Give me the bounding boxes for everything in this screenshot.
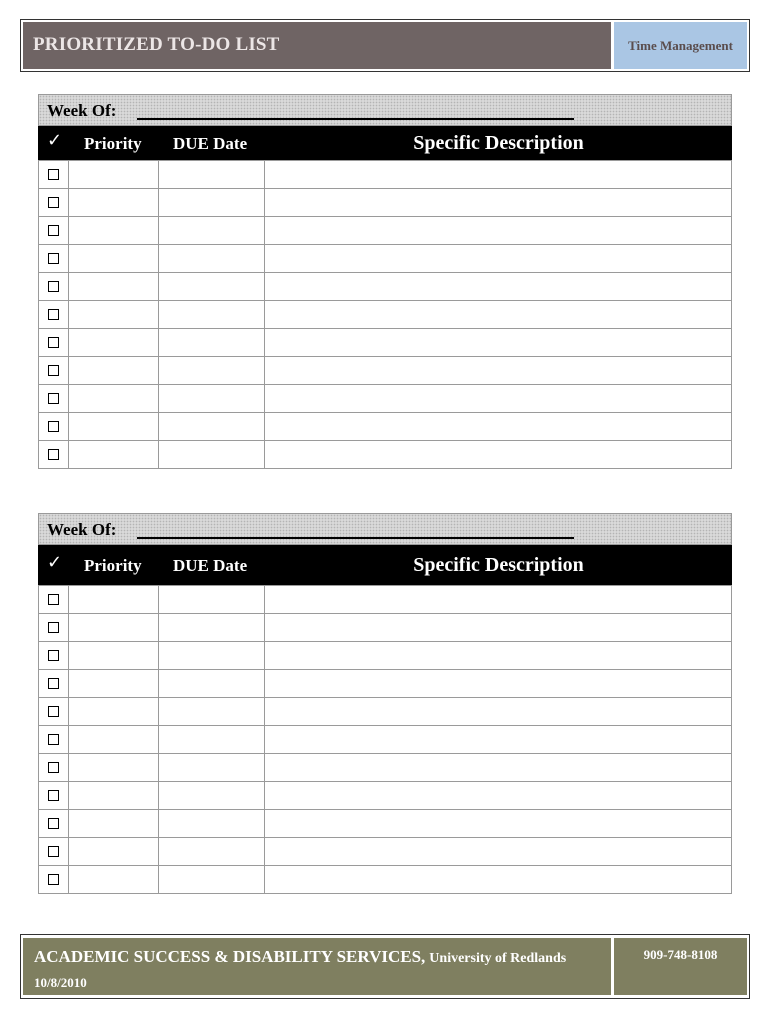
priority-cell[interactable]	[69, 810, 159, 838]
week-of-input-line[interactable]	[137, 537, 574, 539]
table-row	[39, 838, 732, 866]
checkbox[interactable]	[48, 734, 59, 745]
table-row	[39, 754, 732, 782]
due-date-cell[interactable]	[159, 754, 265, 782]
description-cell[interactable]	[265, 189, 732, 217]
due-date-cell[interactable]	[159, 245, 265, 273]
description-cell[interactable]	[265, 273, 732, 301]
description-cell[interactable]	[265, 301, 732, 329]
table-row	[39, 866, 732, 894]
table-row	[39, 217, 732, 245]
due-date-cell[interactable]	[159, 614, 265, 642]
title-banner	[23, 22, 611, 69]
due-date-cell[interactable]	[159, 189, 265, 217]
checkbox[interactable]	[48, 197, 59, 208]
checkbox[interactable]	[48, 365, 59, 376]
footer-banner	[23, 938, 611, 995]
checkbox[interactable]	[48, 790, 59, 801]
checkbox[interactable]	[48, 309, 59, 320]
due-date-header: DUE Date	[173, 134, 248, 153]
done-cell[interactable]	[39, 810, 69, 838]
done-cell[interactable]	[39, 217, 69, 245]
due-date-cell[interactable]	[159, 586, 265, 614]
priority-header: Priority	[84, 556, 142, 575]
footer-org-line	[34, 947, 566, 967]
table-row	[39, 189, 732, 217]
table-row	[39, 245, 732, 273]
due-date-cell[interactable]	[159, 161, 265, 189]
priority-cell[interactable]	[69, 586, 159, 614]
priority-cell[interactable]	[69, 273, 159, 301]
description-cell[interactable]	[265, 586, 732, 614]
table-row	[39, 357, 732, 385]
table-row	[39, 614, 732, 642]
description-cell[interactable]	[265, 754, 732, 782]
description-cell[interactable]	[265, 245, 732, 273]
task-table	[38, 160, 732, 469]
done-cell[interactable]	[39, 670, 69, 698]
priority-cell[interactable]	[69, 642, 159, 670]
priority-cell[interactable]	[69, 329, 159, 357]
done-cell[interactable]	[39, 273, 69, 301]
done-cell[interactable]	[39, 586, 69, 614]
checkbox[interactable]	[48, 762, 59, 773]
description-cell[interactable]	[265, 161, 732, 189]
table-row	[39, 642, 732, 670]
description-cell[interactable]	[265, 385, 732, 413]
column-header-bar	[38, 545, 732, 585]
description-cell[interactable]	[265, 726, 732, 754]
priority-cell[interactable]	[69, 189, 159, 217]
week-of-label: Week Of:	[47, 101, 117, 120]
priority-cell[interactable]	[69, 301, 159, 329]
checkbox[interactable]	[48, 846, 59, 857]
done-cell[interactable]	[39, 642, 69, 670]
column-header-bar	[38, 126, 732, 160]
due-date-cell[interactable]	[159, 357, 265, 385]
due-date-cell[interactable]	[159, 441, 265, 469]
checkbox[interactable]	[48, 650, 59, 661]
due-date-cell[interactable]	[159, 642, 265, 670]
priority-cell[interactable]	[69, 754, 159, 782]
page-title: PRIORITIZED TO-DO LIST	[33, 34, 280, 55]
due-date-cell[interactable]	[159, 273, 265, 301]
done-cell[interactable]	[39, 245, 69, 273]
university-name: University of Redlands	[429, 951, 567, 966]
done-cell[interactable]	[39, 413, 69, 441]
checkmark-icon: ✓	[47, 552, 63, 573]
due-date-cell[interactable]	[159, 670, 265, 698]
category-banner	[614, 22, 747, 69]
description-cell[interactable]	[265, 642, 732, 670]
priority-cell[interactable]	[69, 245, 159, 273]
category-label: Time Management	[628, 38, 733, 53]
done-cell[interactable]	[39, 301, 69, 329]
description-cell[interactable]	[265, 670, 732, 698]
checkbox[interactable]	[48, 874, 59, 885]
priority-cell[interactable]	[69, 357, 159, 385]
week-of-label: Week Of:	[47, 520, 117, 539]
priority-cell[interactable]	[69, 726, 159, 754]
due-date-header: DUE Date	[173, 556, 248, 575]
priority-cell[interactable]	[69, 838, 159, 866]
description-cell[interactable]	[265, 329, 732, 357]
description-cell[interactable]	[265, 782, 732, 810]
checkbox[interactable]	[48, 281, 59, 292]
table-row	[39, 670, 732, 698]
priority-cell[interactable]	[69, 385, 159, 413]
checkbox[interactable]	[48, 622, 59, 633]
checkbox[interactable]	[48, 678, 59, 689]
priority-cell[interactable]	[69, 698, 159, 726]
task-table	[38, 585, 732, 894]
table-row	[39, 273, 732, 301]
revision-date: 10/8/2010	[34, 975, 87, 990]
table-row	[39, 413, 732, 441]
week-of-input-line[interactable]	[137, 118, 574, 120]
checkbox[interactable]	[48, 337, 59, 348]
checkbox[interactable]	[48, 169, 59, 180]
done-cell[interactable]	[39, 782, 69, 810]
done-cell[interactable]	[39, 357, 69, 385]
checkbox[interactable]	[48, 594, 59, 605]
due-date-cell[interactable]	[159, 413, 265, 441]
checkbox[interactable]	[48, 449, 59, 460]
description-cell[interactable]	[265, 357, 732, 385]
due-date-cell[interactable]	[159, 217, 265, 245]
week-of-bar	[38, 94, 732, 126]
done-cell[interactable]	[39, 866, 69, 894]
organization-name: ACADEMIC SUCCESS & DISABILITY SERVICES,	[34, 947, 426, 966]
due-date-cell[interactable]	[159, 838, 265, 866]
phone-number: 909-748-8108	[643, 947, 718, 962]
checkbox[interactable]	[48, 421, 59, 432]
description-cell[interactable]	[265, 838, 732, 866]
description-cell[interactable]	[265, 810, 732, 838]
priority-cell[interactable]	[69, 217, 159, 245]
week-of-bar	[38, 513, 732, 545]
description-cell[interactable]	[265, 614, 732, 642]
table-row	[39, 329, 732, 357]
done-cell[interactable]	[39, 754, 69, 782]
done-cell[interactable]	[39, 385, 69, 413]
table-row	[39, 726, 732, 754]
table-row	[39, 161, 732, 189]
checkmark-icon: ✓	[47, 130, 63, 151]
due-date-cell[interactable]	[159, 698, 265, 726]
done-cell[interactable]	[39, 189, 69, 217]
priority-cell[interactable]	[69, 782, 159, 810]
phone-banner	[614, 938, 747, 995]
priority-cell[interactable]	[69, 866, 159, 894]
priority-cell[interactable]	[69, 670, 159, 698]
done-cell[interactable]	[39, 838, 69, 866]
priority-cell[interactable]	[69, 614, 159, 642]
priority-header: Priority	[84, 134, 142, 153]
checkbox[interactable]	[48, 818, 59, 829]
priority-cell[interactable]	[69, 441, 159, 469]
due-date-cell[interactable]	[159, 385, 265, 413]
table-row	[39, 782, 732, 810]
checkbox[interactable]	[48, 225, 59, 236]
due-date-cell[interactable]	[159, 329, 265, 357]
table-row	[39, 385, 732, 413]
description-header: Specific Description	[413, 554, 584, 576]
description-cell[interactable]	[265, 217, 732, 245]
done-cell[interactable]	[39, 614, 69, 642]
due-date-cell[interactable]	[159, 301, 265, 329]
description-cell[interactable]	[265, 866, 732, 894]
done-cell[interactable]	[39, 161, 69, 189]
description-cell[interactable]	[265, 698, 732, 726]
checkbox[interactable]	[48, 253, 59, 264]
due-date-cell[interactable]	[159, 866, 265, 894]
table-row	[39, 698, 732, 726]
table-row	[39, 301, 732, 329]
table-row	[39, 586, 732, 614]
checkbox[interactable]	[48, 706, 59, 717]
done-cell[interactable]	[39, 726, 69, 754]
description-cell[interactable]	[265, 441, 732, 469]
done-cell[interactable]	[39, 329, 69, 357]
done-cell[interactable]	[39, 698, 69, 726]
checkbox[interactable]	[48, 393, 59, 404]
priority-cell[interactable]	[69, 161, 159, 189]
due-date-cell[interactable]	[159, 726, 265, 754]
table-row	[39, 810, 732, 838]
due-date-cell[interactable]	[159, 810, 265, 838]
description-cell[interactable]	[265, 413, 732, 441]
priority-cell[interactable]	[69, 413, 159, 441]
due-date-cell[interactable]	[159, 782, 265, 810]
done-cell[interactable]	[39, 441, 69, 469]
table-row	[39, 441, 732, 469]
description-header: Specific Description	[413, 132, 584, 154]
